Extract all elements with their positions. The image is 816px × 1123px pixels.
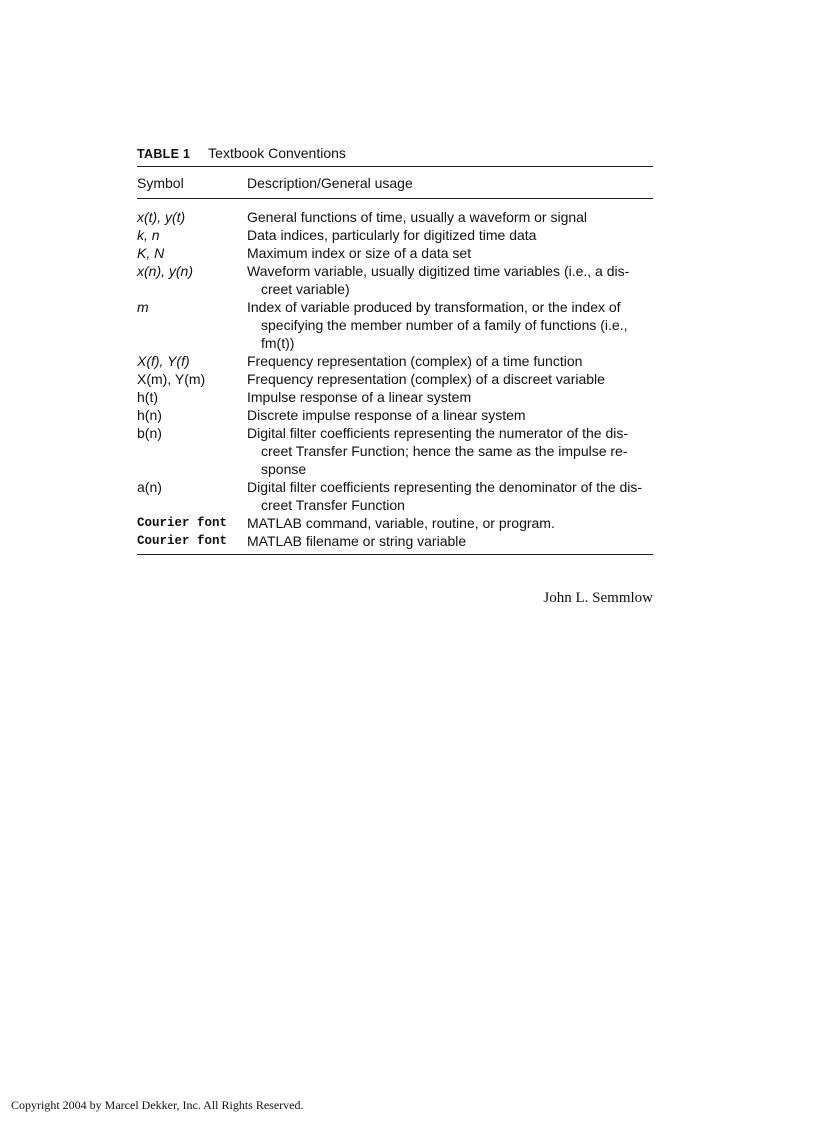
symbol-cell: Courier font xyxy=(137,516,228,530)
description-cell: General functions of time, usually a waveform or signal xyxy=(247,209,588,225)
table-caption-label: TABLE 1 xyxy=(137,147,191,161)
symbol-cell: K, N xyxy=(137,245,165,261)
header-description: Description/General usage xyxy=(247,174,413,191)
symbol-cell: h(n) xyxy=(137,407,162,423)
table-row xyxy=(137,226,653,244)
description-cell: Digital filter coefficients representing the numerator of the dis-creet Transfer Function; hence the same as the impulse re-sponse xyxy=(247,425,629,477)
table-row xyxy=(137,352,653,370)
symbol-cell: x(t), y(t) xyxy=(137,209,186,225)
description-cell: Index of variable produced by transformation, or the index of specifying the member number of a family of functions (i.e., fm(t)) xyxy=(247,299,628,351)
table-row xyxy=(137,244,653,262)
header-symbol: Symbol xyxy=(137,174,184,191)
table-row xyxy=(137,532,653,550)
symbol-cell: h(t) xyxy=(137,389,158,405)
symbol-cell: a(n) xyxy=(137,479,162,495)
symbol-cell: x(n), y(n) xyxy=(137,263,193,279)
table-row xyxy=(137,298,653,352)
description-cell: Frequency representation (complex) of a discreet variable xyxy=(247,371,605,387)
description-cell: Data indices, particularly for digitized time data xyxy=(247,227,537,243)
copyright-notice: Copyright 2004 by Marcel Dekker, Inc. All Rights Reserved. xyxy=(11,1098,304,1112)
author-name: John L. Semmlow xyxy=(543,590,653,606)
table-row xyxy=(137,424,653,478)
table-row xyxy=(137,262,653,298)
table-row xyxy=(137,514,653,532)
description-cell: Maximum index or size of a data set xyxy=(247,245,472,261)
symbol-cell: m xyxy=(137,299,149,315)
table-row xyxy=(137,388,653,406)
symbol-cell: Courier font xyxy=(137,534,228,548)
bottom-rule xyxy=(137,554,653,555)
table-body xyxy=(137,199,653,554)
description-cell: Waveform variable, usually digitized time variables (i.e., a dis-creet variable) xyxy=(247,263,630,297)
table-header-row xyxy=(137,167,653,198)
table-caption xyxy=(137,144,653,166)
description-cell: Frequency representation (complex) of a time function xyxy=(247,353,583,369)
description-cell: Discrete impulse response of a linear system xyxy=(247,407,526,423)
table-caption-title: Textbook Conventions xyxy=(208,145,346,161)
description-cell: MATLAB command, variable, routine, or program. xyxy=(247,515,555,531)
symbol-cell: X(m), Y(m) xyxy=(137,371,206,387)
table-row xyxy=(137,478,653,514)
table-row xyxy=(137,370,653,388)
description-cell: MATLAB filename or string variable xyxy=(247,533,467,549)
description-cell: Impulse response of a linear system xyxy=(247,389,472,405)
conventions-table xyxy=(137,144,653,555)
table-row xyxy=(137,208,653,226)
symbol-cell: b(n) xyxy=(137,425,162,441)
symbol-cell: k, n xyxy=(137,227,160,243)
symbol-cell: X(f), Y(f) xyxy=(137,353,190,369)
description-cell: Digital filter coefficients representing the denominator of the dis-creet Transfer Function xyxy=(247,479,643,513)
table-row xyxy=(137,406,653,424)
